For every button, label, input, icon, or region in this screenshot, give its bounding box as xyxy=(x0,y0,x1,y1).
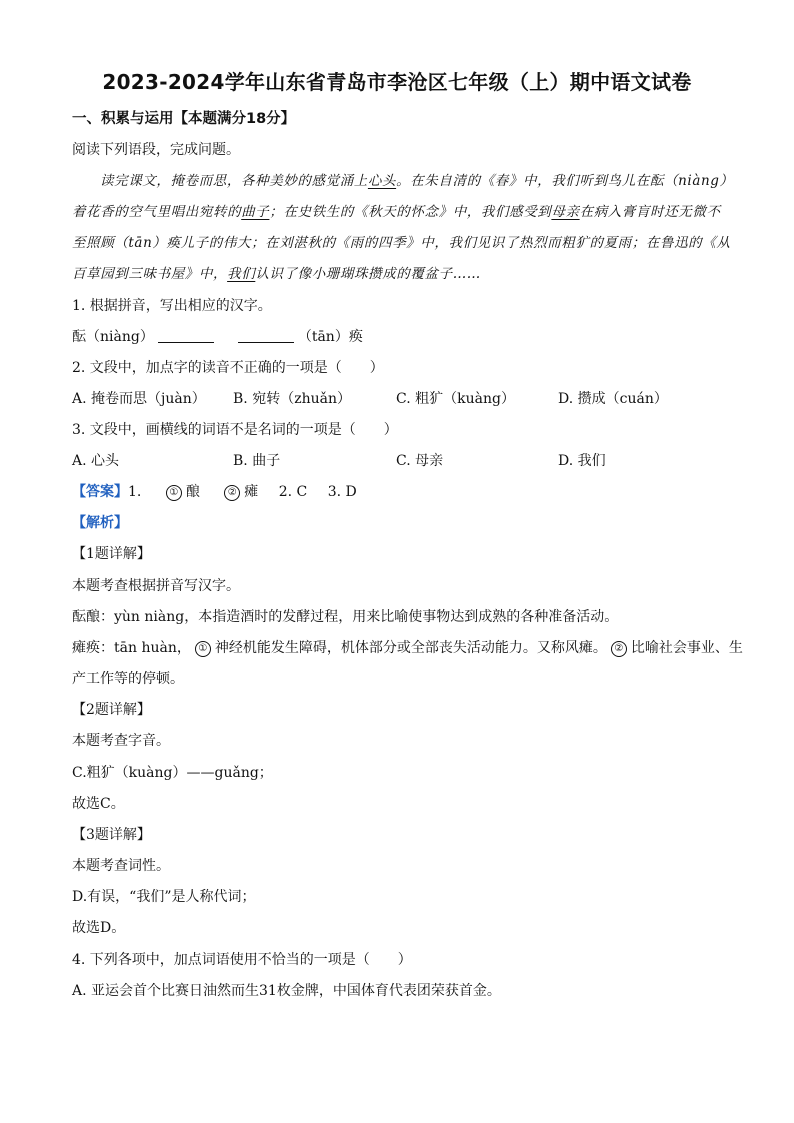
passage-line-1: 读完课文，掩卷而思，各种美妙的感觉涌上心头。在朱自清的《春》中，我们听到鸟儿在酝（niàng） xyxy=(100,173,734,189)
answer-line: 【答案】1. ① 酿 ② 瘫 2. C 3. D xyxy=(72,484,357,500)
detail-2-label: 【2题详解】 xyxy=(72,702,151,718)
circled-number: ② xyxy=(611,641,627,657)
question-2-stem: 2. 文段中，加点字的读音不正确的一项是（ ） xyxy=(72,360,384,376)
circled-number: ② xyxy=(224,485,240,501)
q3-option-c: C. 母亲 xyxy=(396,453,444,469)
detail-1-paragraph: 酝酿：yùn niàng，本指造酒时的发酵过程，用来比喻使事物达到成熟的各种准备活动。 xyxy=(72,609,619,625)
underlined-word-muqin: 母亲 xyxy=(551,204,580,220)
q2-option-b: B. 宛转（zhuǎn） xyxy=(233,391,351,407)
q2-option-a: A. 掩卷而思（juàn） xyxy=(72,391,206,407)
answer-blank-2 xyxy=(238,328,294,343)
question-3-stem: 3. 文段中，画横线的词语不是名词的一项是（ ） xyxy=(72,422,398,438)
circled-number: ① xyxy=(166,485,182,501)
passage-line-3: 至照顾（tān）痪儿子的伟大；在刘湛秋的《雨的四季》中，我们见识了热烈而粗犷的夏雨；在鲁迅的《从 xyxy=(72,235,731,251)
q2-option-c: C. 粗犷（kuàng） xyxy=(396,391,515,407)
detail-1-intro: 本题考查根据拼音写汉字。 xyxy=(72,578,240,594)
underlined-word-xintou: 心头 xyxy=(367,173,397,189)
q3-option-b: B. 曲子 xyxy=(233,453,281,469)
underlined-word-women: 我们 xyxy=(227,266,256,282)
detail-3-paragraph: D.有误，“我们”是人称代词； xyxy=(72,889,256,905)
q3-option-a: A. 心头 xyxy=(72,453,120,469)
exam-title: 2023-2024学年山东省青岛市李沧区七年级（上）期中语文试卷 xyxy=(102,70,692,94)
detail-2-conclusion: 故选C。 xyxy=(72,796,125,812)
detail-2-intro: 本题考查字音。 xyxy=(72,733,170,749)
q4-option-a: A. 亚运会首个比赛日油然而生31枚金牌，中国体育代表团荣获首金。 xyxy=(72,983,501,999)
passage-line-4: 百草园到三味书屋》中，我们认识了像小珊瑚珠攒成的覆盆子…… xyxy=(72,266,481,282)
detail-1-paragraph: 产工作等的停顿。 xyxy=(72,671,184,687)
q2-option-d: D. 攒成（cuán） xyxy=(558,391,668,407)
underlined-word-quzi: 曲子 xyxy=(241,204,270,220)
question-4-stem: 4. 下列各项中，加点词语使用不恰当的一项是（ ） xyxy=(72,952,412,968)
detail-2-paragraph: C.粗犷（kuàng）——guǎng； xyxy=(72,765,273,781)
section-heading: 一、积累与运用【本题满分18分】 xyxy=(72,111,296,127)
reading-instruction: 阅读下列语段，完成问题。 xyxy=(72,142,240,158)
passage-line-2: 着花香的空气里唱出宛转的曲子；在史铁生的《秋天的怀念》中，我们感受到母亲在病入膏肓时还无微不 xyxy=(72,204,721,220)
circled-number: ① xyxy=(195,641,211,657)
answer-blank-1 xyxy=(158,328,214,343)
analysis-label: 【解析】 xyxy=(72,515,128,531)
detail-3-intro: 本题考查词性。 xyxy=(72,858,170,874)
question-1-stem: 1. 根据拼音，写出相应的汉字。 xyxy=(72,298,272,314)
detail-3-conclusion: 故选D。 xyxy=(72,920,126,936)
detail-1-label: 【1题详解】 xyxy=(72,546,151,562)
answer-label: 【答案】 xyxy=(72,484,128,500)
detail-3-label: 【3题详解】 xyxy=(72,827,151,843)
detail-1-paragraph: 瘫痪：tān huàn， ① 神经机能发生障碍，机体部分或全部丧失活动能力。又称风瘫。 ② 比喻社会事业、生 xyxy=(72,640,743,656)
q3-option-d: D. 我们 xyxy=(558,453,606,469)
question-1-blanks: 酝（niàng） （tān）痪 xyxy=(72,329,363,345)
